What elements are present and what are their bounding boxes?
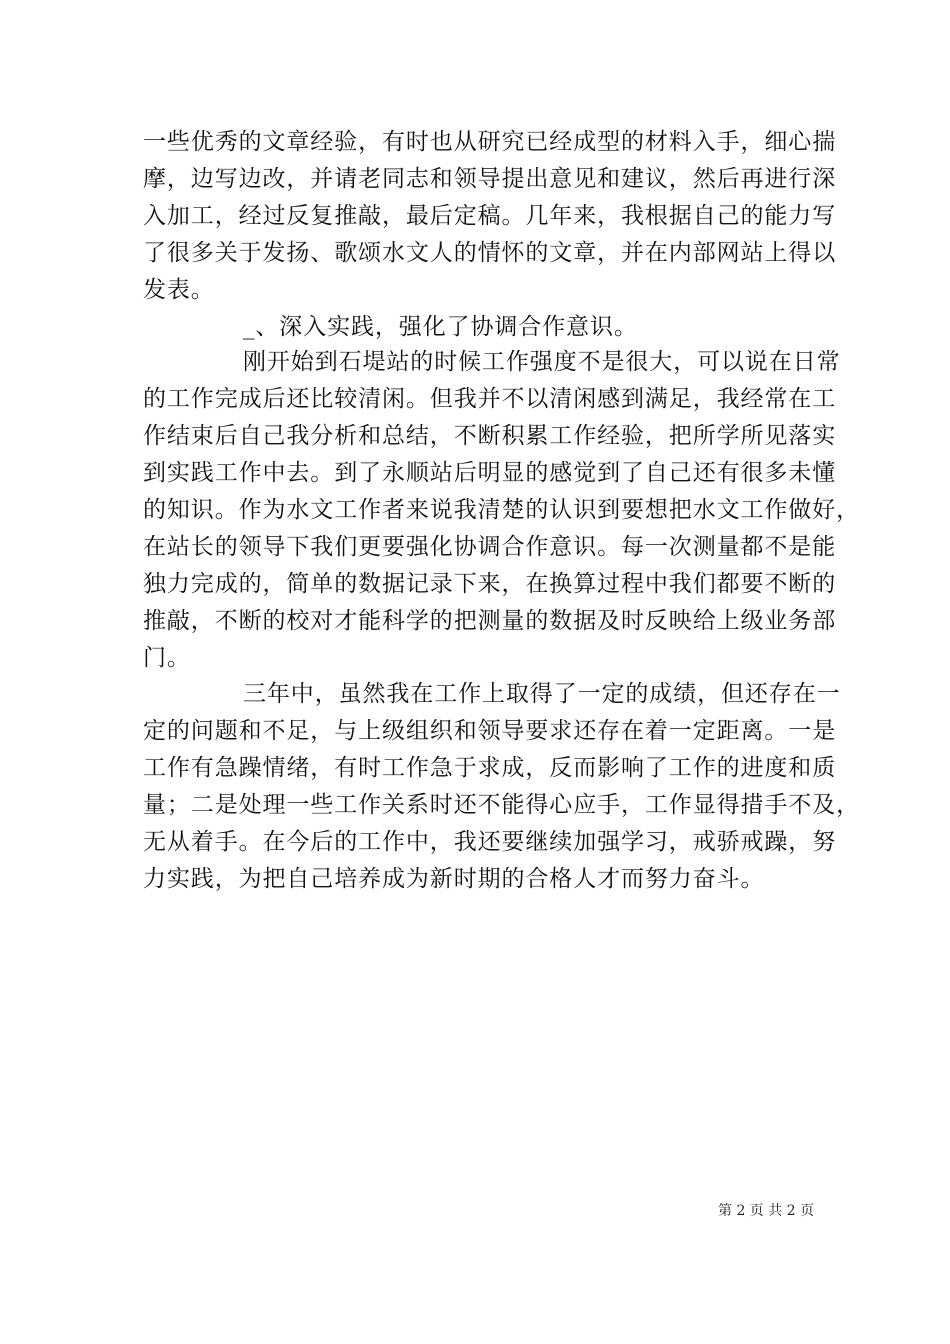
text-line: 工作有急躁情绪，有时工作急于求成，反而影响了工作的进度和质 [143, 755, 837, 781]
text-line: 推敲，不断的校对才能科学的把测量的数据及时反映给上级业务部 [143, 608, 837, 634]
text-line: 门。 [143, 645, 191, 671]
text-line: 无从着手。在今后的工作中，我还要继续加强学习，戒骄戒躁，努 [143, 829, 837, 855]
text-line: 力实践，为把自己培养成为新时期的合格人才而努力奋斗。 [143, 866, 765, 892]
text-line: 摩，边写边改，并请老同志和领导提出意见和建议，然后再进行深 [143, 166, 837, 192]
text-line: 在站长的领导下我们更要强化协调合作意识。每一次测量都不是能 [143, 534, 837, 560]
text-line: 一些优秀的文章经验，有时也从研究已经成型的材料入手，细心揣 [143, 129, 837, 155]
text-line: 独力完成的，简单的数据记录下来，在换算过程中我们都要不断的 [143, 571, 837, 597]
text-line: 的工作完成后还比较清闲。但我并不以清闲感到满足，我经常在工 [143, 386, 837, 412]
page-number-footer: 第 2 页 共 2 页 [718, 1203, 815, 1219]
text-line: 发表。 [143, 277, 215, 303]
text-line: 了很多关于发扬、歌颂水文人的情怀的文章，并在内部网站上得以 [143, 240, 837, 266]
text-line: 定的问题和不足，与上级组织和领导要求还存在着一定距离。一是 [143, 718, 837, 744]
section-heading: _、深入实践，强化了协调合作意识。 [243, 314, 638, 340]
text-line: 量；二是处理一些工作关系时还不能得心应手，工作显得措手不及， [143, 792, 860, 818]
text-line: 的知识。作为水文工作者来说我清楚的认识到要想把水文工作做好， [143, 497, 860, 523]
text-line: 作结束后自己我分析和总结，不断积累工作经验，把所学所见落实 [143, 423, 837, 449]
text-line: 刚开始到石堤站的时候工作强度不是很大，可以说在日常 [243, 349, 841, 375]
text-line: 到实践工作中去。到了永顺站后明显的感觉到了自己还有很多未懂 [143, 460, 837, 486]
text-line: 入加工，经过反复推敲，最后定稿。几年来，我根据自己的能力写 [143, 203, 837, 229]
text-line: 三年中，虽然我在工作上取得了一定的成绩，但还存在一 [243, 681, 841, 707]
